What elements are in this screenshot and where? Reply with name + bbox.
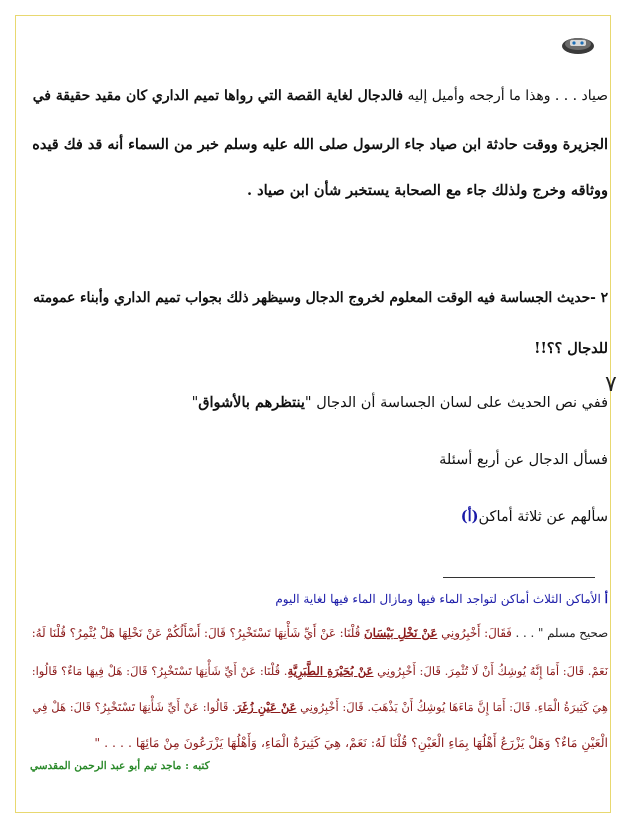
side-page-number: ٧: [605, 372, 617, 397]
body-line-b: فسأل الدجال عن أربع أسئلة: [439, 452, 608, 468]
hadith-line1-underlined: عَنْ نَخْلِ بَيْسَانَ: [363, 626, 438, 640]
hadith-line3-underlined: عَنْ عَيْنِ زُغَرَ: [235, 700, 297, 714]
hadith-line1-a: فَقَالَ: أَخْبِرُونِي: [437, 626, 512, 640]
hadith-line3-a: هِيَ كَثِيرَةُ الْمَاءِ. قَالَ: أَمَا إِنَّ مَاءَهَا يُوشِكُ أَنْ يَذْهَبَ. قَالَ: أَخْبِرُونِي: [296, 700, 608, 714]
footnote-separator: [443, 577, 595, 578]
body-line-a-end: ": [191, 395, 199, 411]
footnote-title-text: الأماكن الثلاث أماكن لتواجد الماء فيها ومازال الماء فيها لغاية اليوم: [275, 592, 601, 606]
hadith-line3: [32, 700, 608, 714]
body-line-a-plain: ففي نص الحديث على لسان الجساسة أن الدجال ": [304, 395, 608, 411]
hadith-line1-b: قُلْنَا: عَنْ أَيِّ شَأْنِهَا تَسْتَخْبِرُ؟ قَالَ: أَسْأَلُكُمْ عَنْ نَخْلِهَا هَلْ يُثْمِرُ؟ قُلْنَا لَهُ:: [31, 626, 364, 640]
page-frame: [15, 15, 611, 813]
footnote-label: أ: [604, 592, 608, 606]
paragraph1-line2: الجزيرة ووقت حادثة ابن صياد جاء الرسول صلى الله عليه وسلم خبر من السماء أنه قد فك قيده: [32, 136, 608, 153]
hadith-line2-b: . قُلْنَا: عَنْ أَيِّ شَأْنِهَا تَسْتَخْبِرُ؟ قَالَ: هَلْ فِيهَا مَاءٌ؟ قَالُوا:: [31, 664, 288, 678]
point2-line1: ٢ -حديث الجساسة فيه الوقت المعلوم لخروج الدجال وسيظهر ذلك بجواب تميم الداري وأبناء عمومته: [33, 290, 608, 306]
paragraph1-line3: ووثاقه وخرج ولذلك جاء مع الصحابة يستخبر شأن ابن صياد .: [247, 182, 608, 199]
hadith-line2-a: نَعَمْ. قَالَ: أَمَا إِنَّهُ يُوشِكُ أَنْ لَا تُثْمِرَ. قَالَ: أَخْبِرُونِي: [373, 664, 608, 678]
body-line-a: [192, 394, 608, 411]
hadith-line3-b: . قَالُوا: عَنْ أَيِّ شَأْنِهَا تَسْتَخْبِرُ؟ قَالَ: هَلْ فِي: [32, 700, 236, 714]
body-line-c: [461, 508, 608, 525]
hadith-line2: [32, 664, 608, 678]
hadith-line2-underlined: عَنْ بُحَيْرَةِ الطَّبَرِيَّةِ: [287, 664, 374, 678]
footnote-reference[interactable]: (أ): [460, 508, 479, 525]
body-line-a-bold: ينتظرهم بالأشواق: [198, 394, 305, 411]
body-line-c-plain: سألهم عن ثلاثة أماكن: [478, 509, 608, 525]
footnote-title: [275, 592, 608, 606]
author-signature: كتبه : ماجد تيم أبو عبد الرحمن المقدسي: [30, 760, 210, 772]
hadith-source: صحيح مسلم " . . .: [511, 626, 608, 640]
hadith-line1: [32, 626, 608, 640]
paragraph1-line1-plain: صياد . . . وهذا ما أرجحه وأميل إليه: [403, 88, 608, 104]
hadith-line4: الْعَيْنِ مَاءٌ؟ وَهَلْ يَزْرَعُ أَهْلُهَا بِمَاءِ الْعَيْنِ؟ قُلْنَا لَهُ: نَعَمْ، هِيَ كَثِيرَةُ الْمَاءِ، وَأَهْلُهَا يَزْرَعُونَ مِنْ مَائِهَا . . . . ": [94, 735, 608, 750]
point2-line2: للدجال ؟؟!!: [534, 340, 608, 357]
corner-logo-icon: [560, 34, 596, 56]
paragraph1-line1-bold: فالدجال لغاية القصة التي رواها تميم الداري كان مقيد حقيقة في: [32, 88, 404, 104]
paragraph1-line1: [33, 88, 608, 104]
